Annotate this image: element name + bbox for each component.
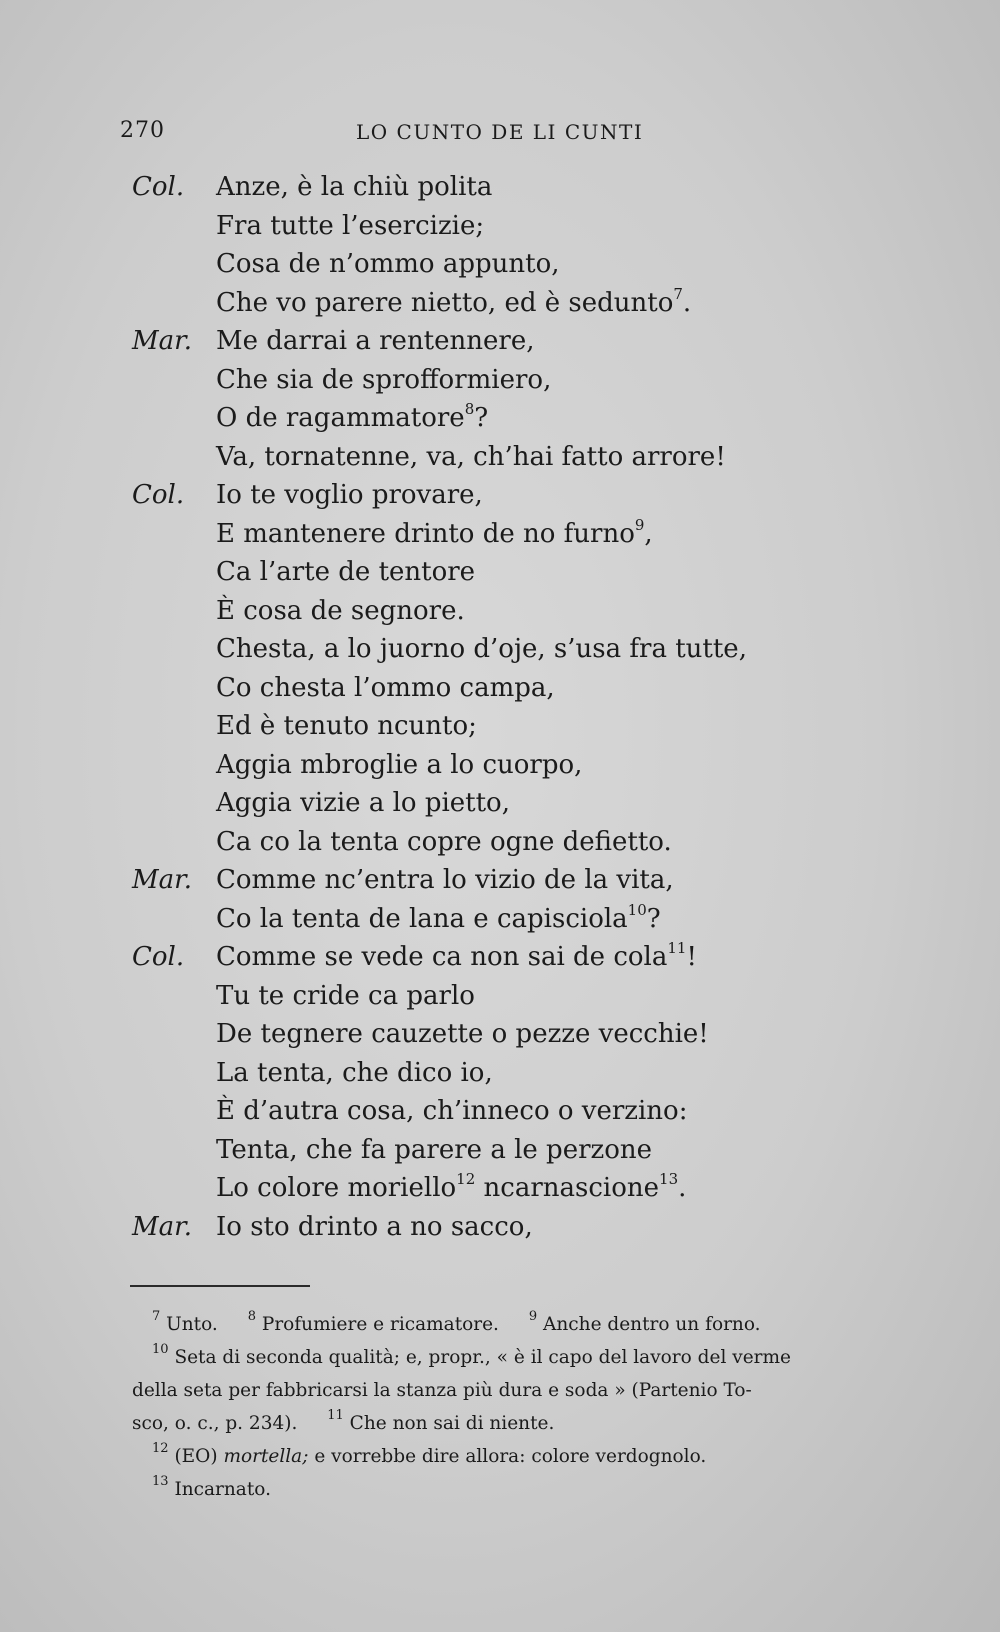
- footnote-text: Unto.: [166, 1314, 218, 1335]
- verse-words: Io te voglio provare,: [216, 480, 483, 510]
- verse-words: Lo colore moriello: [216, 1173, 457, 1203]
- verse-text: [216, 515, 653, 554]
- footnote-italic: mortella;: [223, 1446, 309, 1467]
- verse-text: [216, 245, 559, 284]
- verse-words: Chesta, a lo juorno d’oje, s’usa fra tutte,: [216, 634, 747, 664]
- verse-text: [216, 476, 483, 515]
- verse-text: [216, 361, 551, 400]
- verse-line: [0, 746, 1000, 785]
- footnote-ref: 9: [634, 515, 645, 534]
- verse-line: [0, 515, 1000, 554]
- verse-words: E mantenere drinto de no furno: [216, 518, 635, 549]
- footnote-line: [132, 1473, 922, 1506]
- footnote-number: 11: [327, 1407, 344, 1423]
- verse-line: [0, 168, 1000, 207]
- verse-text: [216, 592, 465, 631]
- verse-words: Co chesta l’ommo campa,: [216, 672, 555, 703]
- verse-words: O de ragammatore: [216, 403, 465, 433]
- verse-text: [216, 784, 510, 823]
- verse-line: [0, 784, 1000, 823]
- footnote-divider: [130, 1285, 310, 1287]
- verse-line: [0, 553, 1000, 592]
- verse-text: [216, 630, 747, 669]
- verse-line: [0, 438, 1000, 477]
- verse-text: [216, 938, 697, 977]
- verse-text: [216, 1015, 709, 1054]
- verse-line: [0, 1054, 1000, 1093]
- verse-line: [0, 630, 1000, 669]
- verse-words: De tegnere cauzette o pezze vecchie!: [216, 1019, 709, 1049]
- verse-line: [0, 900, 1000, 939]
- footnote-number: 10: [152, 1341, 169, 1357]
- verse-line: [0, 592, 1000, 631]
- verse-line: [0, 1092, 1000, 1131]
- verse-line: [0, 823, 1000, 862]
- footnote-number: 12: [152, 1440, 169, 1456]
- verse-dialogue: [0, 168, 1000, 1246]
- verse-line: [0, 1015, 1000, 1054]
- verse-words: Ca co la tenta copre ogne defietto.: [216, 826, 672, 857]
- verse-line: [0, 284, 1000, 323]
- verse-line: [0, 322, 1000, 361]
- speaker-label: Col.: [132, 172, 185, 202]
- verse-words: Aggia vizie a lo pietto,: [216, 788, 510, 818]
- footnote-line: [132, 1341, 922, 1374]
- footnotes: [132, 1308, 922, 1506]
- verse-text: [216, 284, 691, 323]
- footnote-number: 13: [152, 1473, 169, 1489]
- verse-text: [216, 207, 484, 246]
- verse-words: Che sia de sprofformiero,: [216, 364, 552, 395]
- verse-text: [216, 746, 582, 785]
- verse-words: Io sto drinto a no sacco,: [216, 1211, 533, 1242]
- footnote-number: 9: [528, 1308, 538, 1324]
- footnote-ref: 7: [673, 284, 683, 303]
- verse-line: [0, 1208, 1000, 1247]
- verse-text: [216, 399, 488, 438]
- verse-words: La tenta, che dico io,: [216, 1057, 493, 1088]
- page-number: 270: [120, 118, 165, 143]
- verse-text: [216, 1054, 493, 1093]
- verse-words: !: [686, 942, 697, 972]
- verse-words: Ca l’arte de tentore: [216, 557, 476, 587]
- verse-line: [0, 1131, 1000, 1170]
- verse-words: Ed è tenuto ncunto;: [216, 711, 477, 741]
- verse-text: [216, 669, 555, 708]
- footnote-ref: 12: [456, 1170, 476, 1189]
- verse-text: [216, 1092, 687, 1131]
- footnote-text: Che non sai di niente.: [349, 1413, 555, 1434]
- footnote-line: [132, 1407, 922, 1440]
- footnote-ref: 10: [627, 900, 647, 919]
- footnote-ref: 13: [659, 1170, 679, 1189]
- verse-text: [216, 322, 534, 361]
- verse-text: [216, 707, 477, 746]
- verse-words: ?: [646, 903, 661, 934]
- footnote-number: 7: [152, 1308, 161, 1324]
- verse-words: Cosa de n’ommo appunto,: [216, 249, 560, 279]
- verse-line: [0, 476, 1000, 515]
- page-header: [120, 118, 672, 154]
- verse-text: [216, 977, 475, 1016]
- verse-words: Co la tenta de lana e capisciola: [216, 903, 628, 934]
- footnote-line: [132, 1374, 922, 1407]
- verse-words: Tenta, che fa parere a le perzone: [216, 1134, 652, 1165]
- footnote-number: 8: [247, 1308, 256, 1324]
- verse-words: Comme nc’entra lo vizio de la vita,: [216, 865, 674, 895]
- verse-line: [0, 245, 1000, 284]
- verse-words: È cosa de segnore.: [216, 595, 465, 626]
- verse-words: Che vo parere nietto, ed è sedunto: [216, 287, 674, 318]
- verse-words: .: [678, 1173, 687, 1203]
- speaker-label: Col.: [132, 942, 185, 972]
- verse-text: [216, 438, 726, 477]
- verse-words: Tu te cride ca parlo: [216, 980, 475, 1011]
- verse-words: È d’autra cosa, ch’inneco o verzino:: [216, 1096, 688, 1126]
- footnote-text: della seta per fabbricarsi la stanza più dura e soda » (Partenio To-: [132, 1380, 752, 1401]
- verse-text: [216, 1131, 652, 1170]
- verse-line: [0, 361, 1000, 400]
- footnote-text: Incarnato.: [174, 1479, 271, 1500]
- verse-text: [216, 1208, 533, 1247]
- footnote-text: e vorrebbe dire allora: colore verdognolo.: [314, 1446, 707, 1467]
- verse-words: Fra tutte l’esercizie;: [216, 210, 485, 241]
- speaker-label: Mar.: [132, 865, 192, 895]
- footnote-text: Anche dentro un forno.: [543, 1314, 761, 1335]
- verse-text: [216, 900, 661, 939]
- verse-words: .: [682, 287, 692, 318]
- verse-words: Anze, è la chiù polita: [216, 172, 493, 202]
- footnote-line: [132, 1440, 922, 1473]
- verse-line: [0, 977, 1000, 1016]
- footnote-line: [132, 1308, 922, 1341]
- verse-text: [216, 168, 492, 207]
- footnote-text: Seta di seconda qualità; e, propr., « è il capo del lavoro del verme: [174, 1347, 791, 1368]
- verse-words: Me darrai a rentennere,: [216, 326, 535, 356]
- running-title: LO CUNTO DE LI CUNTI: [356, 120, 644, 144]
- verse-words: Aggia mbroglie a lo cuorpo,: [216, 749, 583, 780]
- verse-line: [0, 669, 1000, 708]
- verse-line: [0, 207, 1000, 246]
- verse-text: [216, 861, 674, 900]
- footnote-text: sco, o. c., p. 234).: [132, 1413, 298, 1434]
- speaker-label: Mar.: [132, 1211, 192, 1242]
- verse-text: [216, 553, 475, 592]
- verse-words: ?: [474, 403, 489, 433]
- speaker-label: Mar.: [132, 326, 192, 356]
- verse-line: [0, 707, 1000, 746]
- footnote-text: (EO): [174, 1446, 218, 1467]
- verse-words: Comme se vede ca non sai de cola: [216, 942, 668, 972]
- verse-line: [0, 399, 1000, 438]
- verse-line: [0, 861, 1000, 900]
- footnote-text: Profumiere e ricamatore.: [261, 1314, 499, 1335]
- footnote-ref: 8: [464, 400, 475, 419]
- verse-text: [216, 1169, 686, 1208]
- verse-line: [0, 938, 1000, 977]
- verse-words: ncarnascione: [475, 1173, 660, 1203]
- verse-words: ,: [644, 518, 653, 549]
- verse-text: [216, 823, 672, 862]
- verse-line: [0, 1169, 1000, 1208]
- verse-words: Va, tornatenne, va, ch’hai fatto arrore!: [216, 441, 726, 472]
- speaker-label: Col.: [132, 480, 185, 510]
- footnote-ref: 11: [667, 939, 687, 958]
